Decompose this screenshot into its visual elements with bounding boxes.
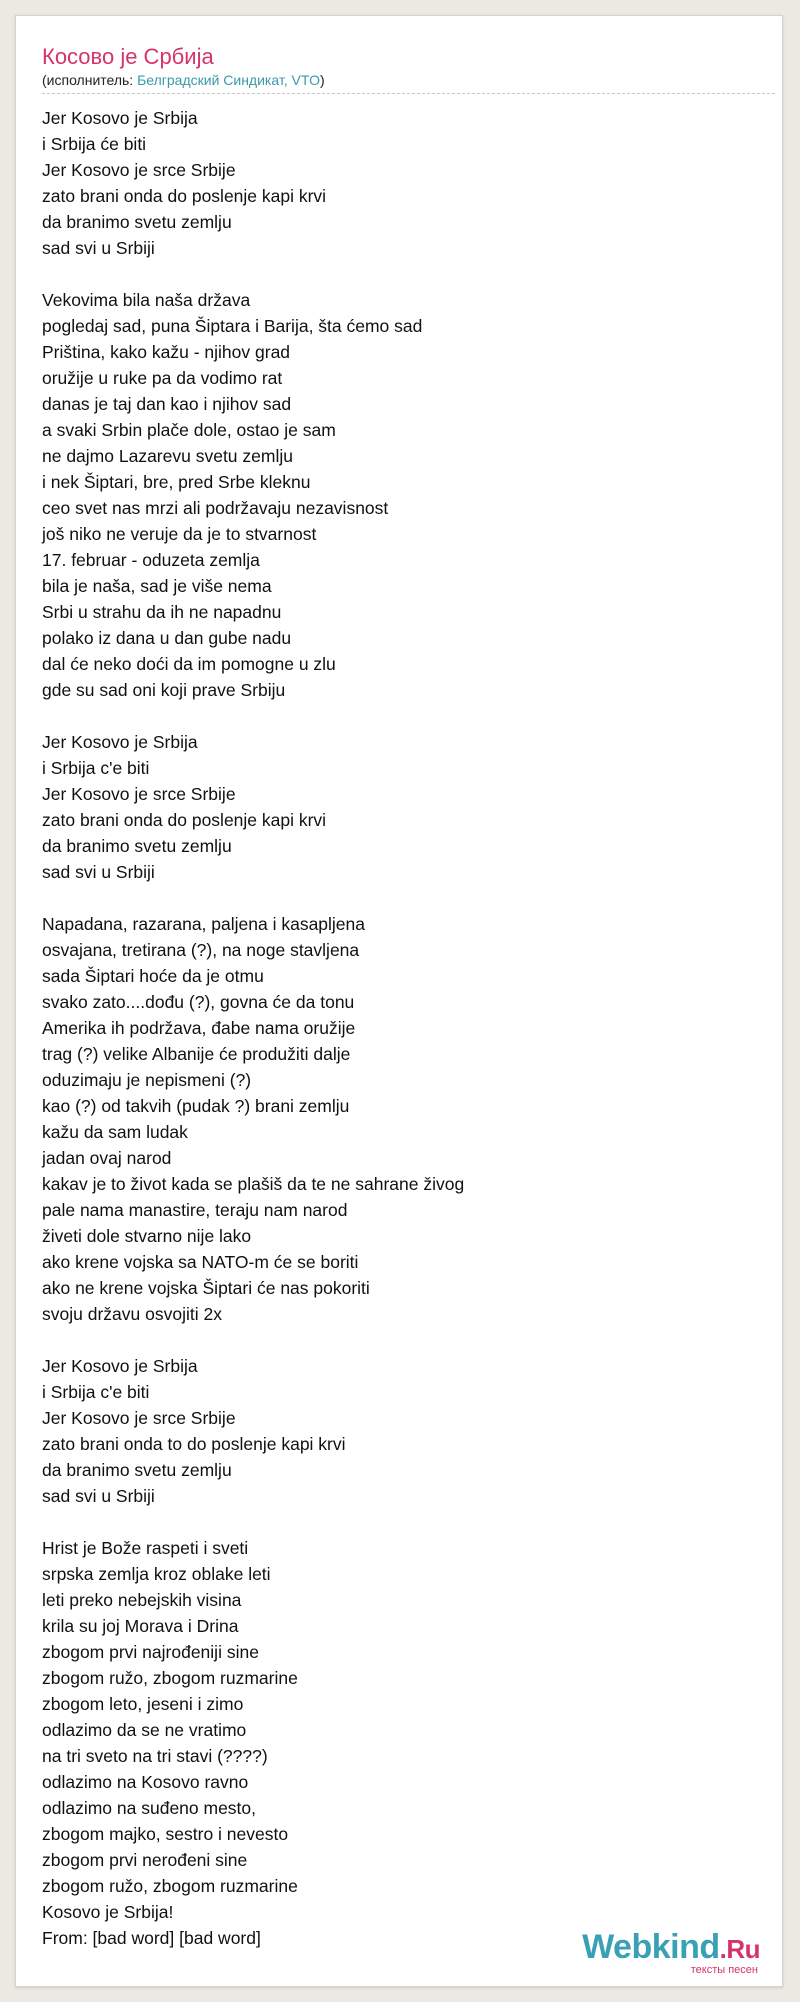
- lyric-line: zbogom leto, jeseni i zimo: [42, 1694, 244, 1714]
- lyric-line: ne dajmo Lazarevu svetu zemlju: [42, 446, 293, 466]
- lyric-line: Vekovima bila naša država: [42, 290, 251, 310]
- lyric-line: srpska zemlja kroz oblake leti: [42, 1564, 271, 1584]
- lyric-line: zbogom ružo, zbogom ruzmarine: [42, 1668, 298, 1688]
- lyric-line: Priština, kako kažu - njihov grad: [42, 342, 291, 362]
- stanza-break: [42, 1509, 772, 1535]
- lyric-line: odlazimo da se ne vratimo: [42, 1720, 247, 1740]
- lyric-line: sad svi u Srbiji: [42, 238, 155, 258]
- lyric-line: i Srbija c'e biti: [42, 758, 150, 778]
- lyric-line: Jer Kosovo je srce Srbije: [42, 784, 236, 804]
- lyric-line: Amerika ih podržava, đabe nama oružije: [42, 1018, 356, 1038]
- logo-wordmark: [582, 1930, 760, 1966]
- lyric-line: leti preko nebejskih visina: [42, 1590, 242, 1610]
- lyric-line: da branimo svetu zemlju: [42, 836, 232, 856]
- lyric-line: krila su joj Morava i Drina: [42, 1616, 239, 1636]
- lyric-line: ako krene vojska sa NATO-m će se boriti: [42, 1252, 359, 1272]
- lyric-line: sad svi u Srbiji: [42, 862, 155, 882]
- lyric-line: i nek Šiptari, bre, pred Srbe kleknu: [42, 472, 311, 492]
- lyric-line: ako ne krene vojska Šiptari će nas pokoriti: [42, 1278, 370, 1298]
- lyric-line: trag (?) velike Albanije će produžiti dalje: [42, 1044, 351, 1064]
- lyric-line: dal će neko doći da im pomogne u zlu: [42, 654, 336, 674]
- lyric-line: Srbi u strahu da ih ne napadnu: [42, 602, 282, 622]
- lyric-line: zbogom ružo, zbogom ruzmarine: [42, 1876, 298, 1896]
- lyric-line: kao (?) od takvih (pudak ?) brani zemlju: [42, 1096, 350, 1116]
- lyric-line: Jer Kosovo je Srbija: [42, 108, 198, 128]
- lyric-line: živeti dole stvarno nije lako: [42, 1226, 252, 1246]
- lyric-line: Kosovo je Srbija!: [42, 1902, 174, 1922]
- lyric-line: svoju državu osvojiti 2x: [42, 1304, 222, 1324]
- lyric-line: jadan ovaj narod: [42, 1148, 172, 1168]
- lyric-line: oduzimaju je nepismeni (?): [42, 1070, 252, 1090]
- lyric-line: zato brani onda to do poslenje kapi krvi: [42, 1434, 346, 1454]
- lyric-line: svako zato....dođu (?), govna će da tonu: [42, 992, 355, 1012]
- stanza-break: [42, 261, 772, 287]
- lyric-line: gde su sad oni koji prave Srbiju: [42, 680, 286, 700]
- lyric-line: oružije u ruke pa da vodimo rat: [42, 368, 283, 388]
- lyric-line: pogledaj sad, puna Šiptara i Barija, šta ćemo sad: [42, 316, 423, 336]
- lyric-line: na tri sveto na tri stavi (????): [42, 1746, 268, 1766]
- lyric-line: 17. februar - oduzeta zemlja: [42, 550, 260, 570]
- lyric-line: zbogom prvi najrođeniji sine: [42, 1642, 259, 1662]
- lyric-line: sad svi u Srbiji: [42, 1486, 155, 1506]
- lyric-line: i Srbija c'e biti: [42, 1382, 150, 1402]
- lyric-line: From: [bad word] [bad word]: [42, 1928, 261, 1948]
- song-title: Косово je Србија: [42, 44, 214, 69]
- lyric-line: Jer Kosovo je srce Srbije: [42, 1408, 236, 1428]
- performer-suffix: ): [320, 72, 325, 88]
- lyric-line: kažu da sam ludak: [42, 1122, 188, 1142]
- lyric-line: ceo svet nas mrzi ali podržavaju nezavisnost: [42, 498, 389, 518]
- site-logo[interactable]: [582, 1930, 760, 1976]
- lyric-line: još niko ne veruje da je to stvarnost: [42, 524, 317, 544]
- lyric-line: da branimo svetu zemlju: [42, 1460, 232, 1480]
- lyric-line: osvajana, tretirana (?), na noge stavljena: [42, 940, 360, 960]
- lyric-line: pale nama manastire, teraju nam narod: [42, 1200, 348, 1220]
- lyric-line: danas je taj dan kao i njihov sad: [42, 394, 292, 414]
- lyric-line: a svaki Srbin plače dole, ostao je sam: [42, 420, 336, 440]
- stanza-break: [42, 703, 772, 729]
- logo-main-text: Webkind: [582, 1928, 720, 1966]
- stanza-break: [42, 1327, 772, 1353]
- lyric-line: Jer Kosovo je Srbija: [42, 1356, 198, 1376]
- lyric-line: odlazimo na suđeno mesto,: [42, 1798, 257, 1818]
- lyrics-card: [15, 15, 783, 1987]
- lyric-line: zato brani onda do poslenje kapi krvi: [42, 810, 327, 830]
- lyric-line: da branimo svetu zemlju: [42, 212, 232, 232]
- performer-line: [42, 71, 775, 94]
- performer-prefix: (исполнитель:: [42, 72, 138, 88]
- performer-link[interactable]: Белградский Синдикат, VTO: [137, 72, 321, 88]
- lyric-line: zato brani onda do poslenje kapi krvi: [42, 186, 327, 206]
- lyric-line: Jer Kosovo je srce Srbije: [42, 160, 236, 180]
- logo-subtitle: тексты песен: [690, 1964, 758, 1976]
- lyric-line: Napadana, razarana, paljena i kasapljena: [42, 914, 366, 934]
- lyric-line: sada Šiptari hoće da je otmu: [42, 966, 264, 986]
- lyric-line: odlazimo na Kosovo ravno: [42, 1772, 249, 1792]
- stanza-break: [42, 885, 772, 911]
- lyric-line: Hrist je Bože raspeti i sveti: [42, 1538, 249, 1558]
- logo-tld: .Ru: [719, 1934, 760, 1964]
- lyric-line: kakav je to život kada se plašiš da te ne sahrane živog: [42, 1174, 465, 1194]
- lyric-line: Jer Kosovo je Srbija: [42, 732, 198, 752]
- lyrics-text: [42, 105, 772, 1951]
- lyric-line: zbogom prvi nerođeni sine: [42, 1850, 248, 1870]
- lyric-line: bila je naša, sad je više nema: [42, 576, 272, 596]
- lyric-line: i Srbija će biti: [42, 134, 147, 154]
- lyric-line: zbogom majko, sestro i nevesto: [42, 1824, 289, 1844]
- lyric-line: polako iz dana u dan gube nadu: [42, 628, 292, 648]
